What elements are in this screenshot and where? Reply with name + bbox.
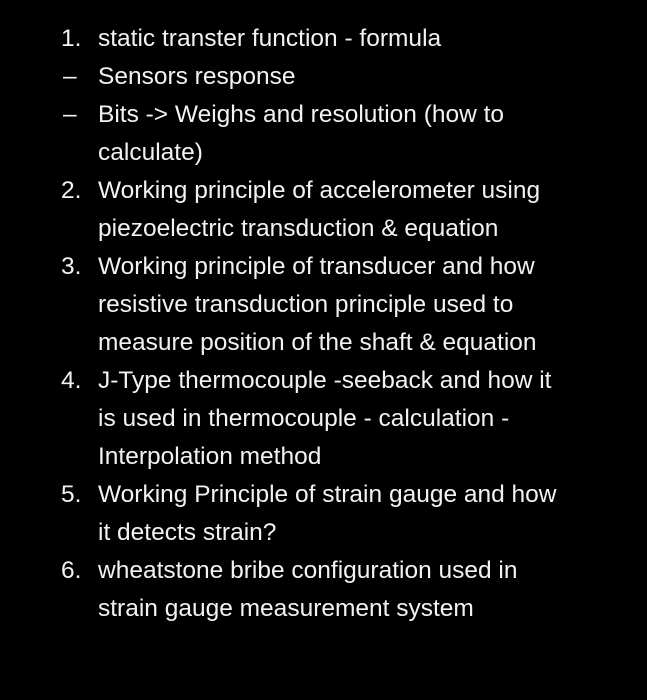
item-text-continued: Interpolation method xyxy=(98,443,322,470)
list-item-1 xyxy=(0,20,647,58)
item-dash: – xyxy=(63,101,77,128)
item-text: wheatstone bribe configuration used in xyxy=(98,557,518,584)
list-item-dash-2-cont xyxy=(0,134,647,172)
item-text: Sensors response xyxy=(98,63,296,90)
item-text-continued: measure position of the shaft & equation xyxy=(98,329,537,356)
list-item-4 xyxy=(0,362,647,400)
item-text: Working principle of transducer and how xyxy=(98,253,535,280)
item-number: 4. xyxy=(61,367,82,394)
list-item-3-cont-2 xyxy=(0,324,647,362)
item-number: 5. xyxy=(61,481,82,508)
list-item-6 xyxy=(0,552,647,590)
item-number: 6. xyxy=(61,557,82,584)
item-text-continued: piezoelectric transduction & equation xyxy=(98,215,499,242)
list-item-5 xyxy=(0,476,647,514)
item-text-continued: calculate) xyxy=(98,139,203,166)
list-item-2 xyxy=(0,172,647,210)
item-text-continued: is used in thermocouple - calculation - xyxy=(98,405,510,432)
item-number: 2. xyxy=(61,177,82,204)
list-item-4-cont-2 xyxy=(0,438,647,476)
item-text-continued: it detects strain? xyxy=(98,519,277,546)
item-dash: – xyxy=(63,63,77,90)
item-text: Working principle of accelerometer using xyxy=(98,177,541,204)
item-text: Working Principle of strain gauge and how xyxy=(98,481,557,508)
item-number: 1. xyxy=(61,25,82,52)
list-item-6-cont xyxy=(0,590,647,628)
note-list xyxy=(0,20,647,628)
item-text: Bits -> Weighs and resolution (how to xyxy=(98,101,505,128)
list-item-4-cont-1 xyxy=(0,400,647,438)
list-item-dash-1 xyxy=(0,58,647,96)
list-item-3-cont-1 xyxy=(0,286,647,324)
item-text: J-Type thermocouple -seeback and how it xyxy=(98,367,552,394)
item-text-continued: strain gauge measurement system xyxy=(98,595,474,622)
list-item-dash-2 xyxy=(0,96,647,134)
item-text-continued: resistive transduction principle used to xyxy=(98,291,514,318)
item-text: static transter function - formula xyxy=(98,25,442,52)
item-number: 3. xyxy=(61,253,82,280)
list-item-5-cont xyxy=(0,514,647,552)
list-item-2-cont xyxy=(0,210,647,248)
list-item-3 xyxy=(0,248,647,286)
